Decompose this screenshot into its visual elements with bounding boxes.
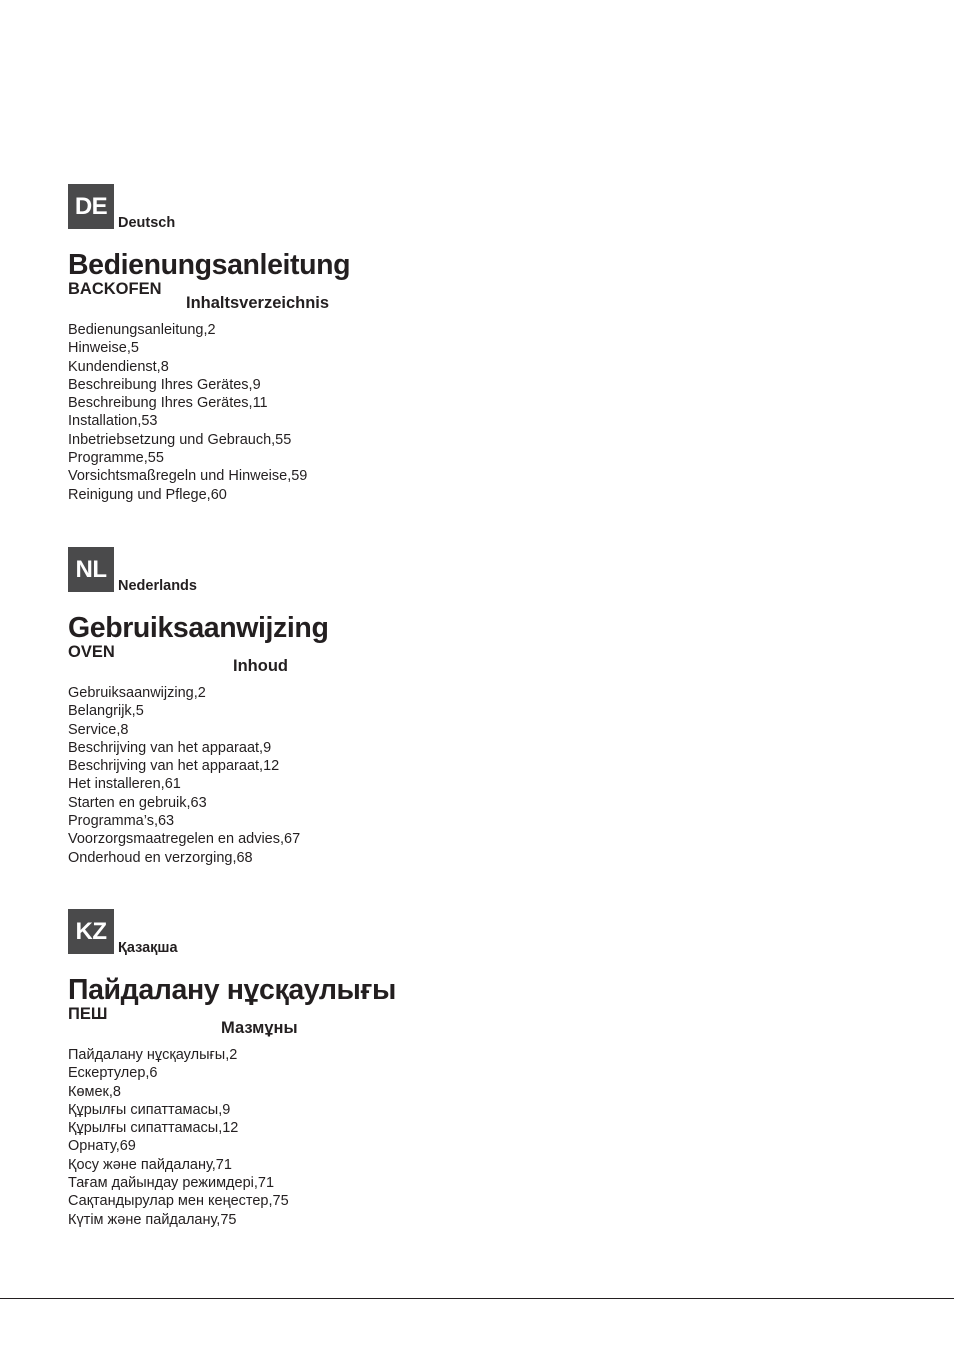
manual-title: Gebruiksaanwijzing: [68, 612, 329, 644]
section-nl: [68, 547, 668, 877]
product-name: ПЕШ: [68, 1005, 108, 1023]
toc-item: Starten en gebruik,63: [68, 794, 207, 811]
toc-item: Bedienungsanleitung,2: [68, 322, 216, 338]
toc-item: Құрылғы сипаттамасы,9: [68, 1101, 231, 1118]
language-code-badge: NL: [68, 547, 114, 592]
toc-heading: Inhaltsverzeichnis: [186, 294, 330, 312]
toc-item: Programma’s,63: [68, 813, 175, 830]
toc-item: Belangrijk,5: [68, 703, 144, 720]
section-de: [68, 184, 668, 514]
language-code-badge: DE: [68, 184, 114, 229]
language-code-badge: KZ: [68, 909, 114, 954]
toc-item: Service,8: [68, 721, 129, 738]
toc-item: Beschreibung Ihres Gerätes,11: [68, 395, 268, 412]
toc-item: Gebruiksaanwijzing,2: [68, 685, 206, 701]
toc-list: [68, 1046, 289, 1229]
toc-item: Vorsichtsmaßregeln und Hinweise,59: [68, 468, 308, 485]
language-name: Nederlands: [118, 578, 197, 594]
toc-item: Reinigung und Pflege,60: [68, 486, 227, 503]
section-kz: [68, 909, 668, 1239]
manual-title: Bedienungsanleitung: [68, 249, 351, 281]
toc-heading: Мазмұны: [221, 1019, 298, 1037]
toc-item: Ескертулер,6: [68, 1065, 158, 1082]
language-name: Қазақша: [118, 940, 178, 956]
toc-item: Сақтандырулар мен кеңестер,75: [68, 1193, 289, 1210]
toc-item: Орнату,69: [68, 1138, 136, 1155]
toc-list: [68, 321, 307, 504]
toc-item: Het installeren,61: [68, 776, 181, 793]
toc-item: Күтім және пайдалану,75: [68, 1211, 237, 1228]
toc-item: Тағам дайындау режимдері,71: [68, 1175, 275, 1192]
manual-title: Пайдалану нұсқаулығы: [68, 974, 396, 1006]
toc-heading: Inhoud: [233, 657, 288, 675]
toc-item: Kundendienst,8: [68, 358, 169, 375]
toc-item: Programme,55: [68, 450, 164, 467]
toc-item: Beschrijving van het apparaat,9: [68, 739, 272, 756]
toc-item: Beschrijving van het apparaat,12: [68, 758, 280, 775]
toc-item: Inbetriebsetzung und Gebrauch,55: [68, 431, 292, 448]
toc-item: Onderhoud en verzorging,68: [68, 849, 253, 866]
product-name: BACKOFEN: [68, 280, 162, 298]
language-name: Deutsch: [118, 215, 176, 231]
toc-item: Көмек,8: [68, 1083, 121, 1100]
toc-item: Installation,53: [68, 413, 158, 430]
product-name: OVEN: [68, 643, 115, 661]
toc-list: [68, 684, 300, 867]
toc-item: Voorzorgsmaatregelen en advies,67: [68, 831, 301, 848]
toc-item: Құрылғы сипаттамасы,12: [68, 1120, 239, 1137]
toc-item: Beschreibung Ihres Gerätes,9: [68, 376, 261, 393]
toc-item: Қосу және пайдалану,71: [68, 1156, 232, 1173]
footer-divider: [0, 1298, 954, 1299]
toc-item: Пайдалану нұсқаулығы,2: [68, 1047, 238, 1063]
toc-item: Hinweise,5: [68, 340, 139, 357]
